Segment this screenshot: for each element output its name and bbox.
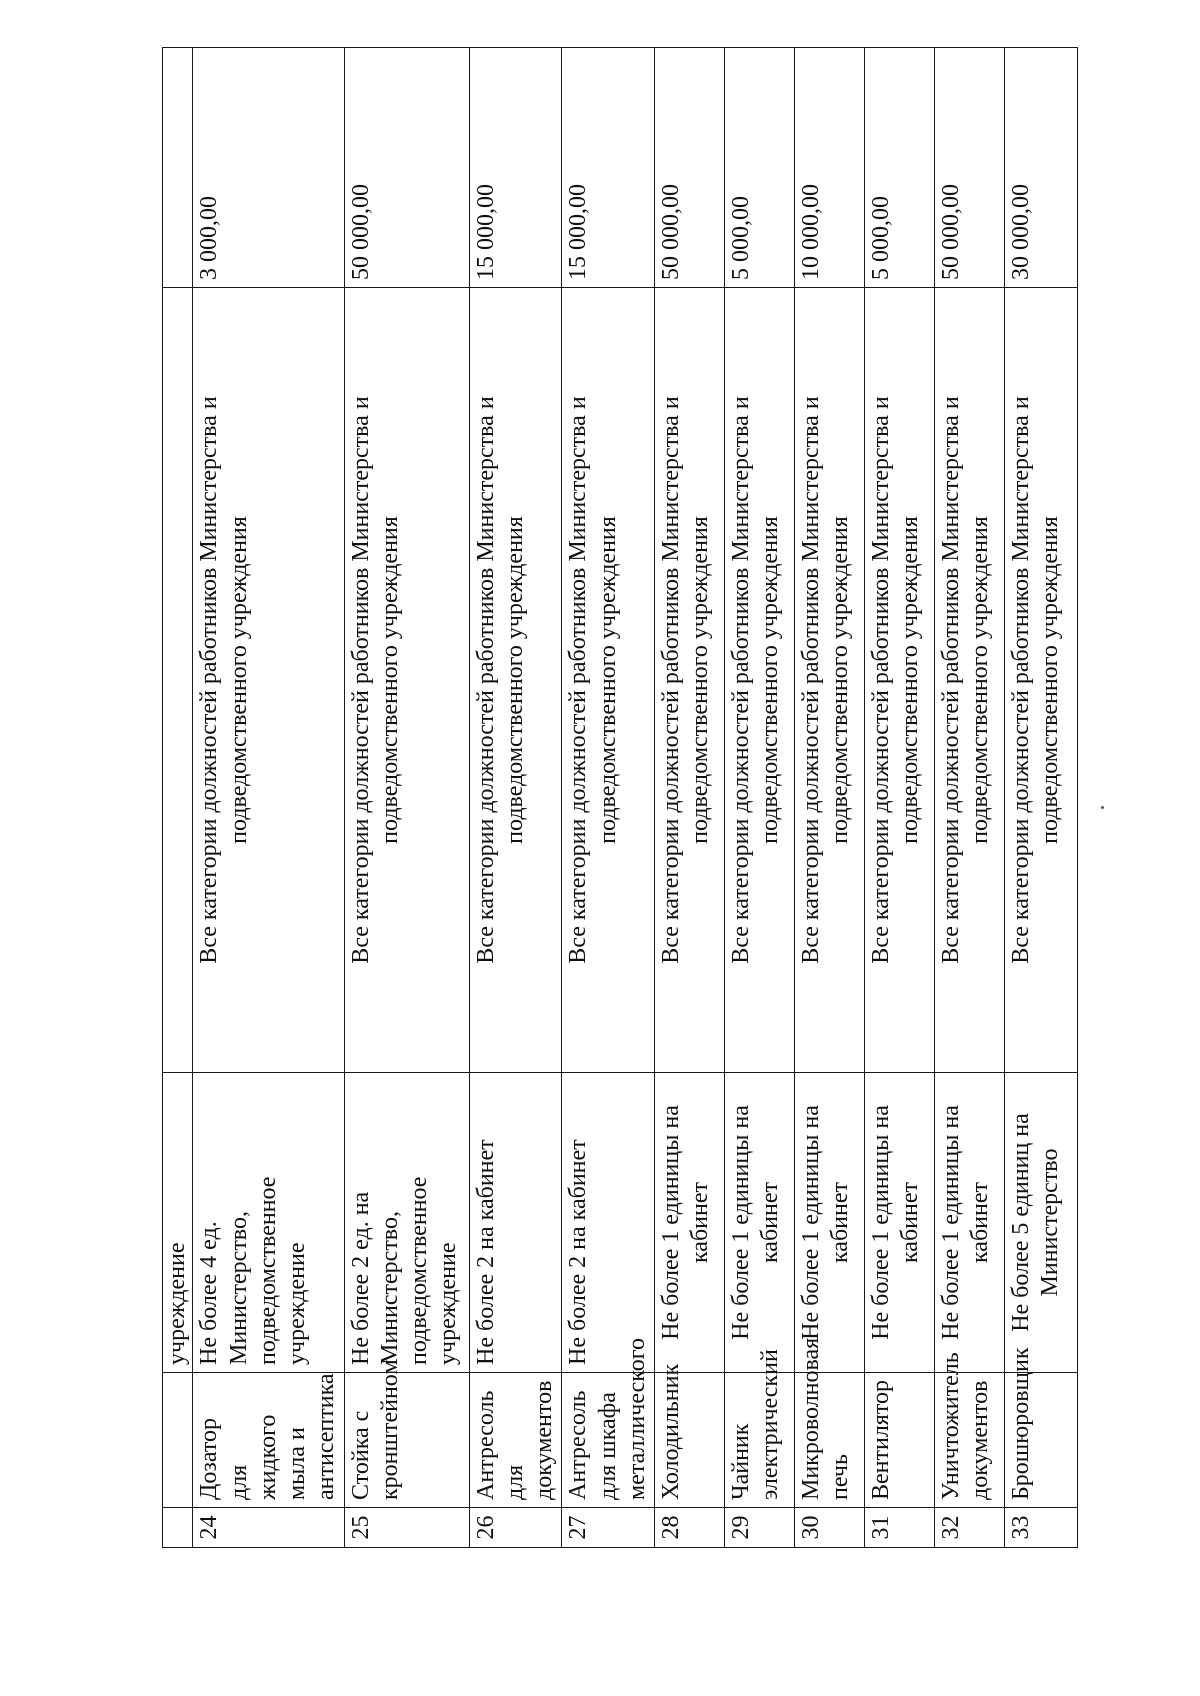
item-name-cell: Вентилятор (865, 1373, 935, 1508)
item-name-cell (163, 1373, 193, 1508)
price-cell: 15 000,00 (469, 48, 562, 288)
item-name-cell: Чайник электрический (725, 1373, 795, 1508)
norms-table (162, 47, 1078, 1548)
quantity-cell: Не более 1 единицы на кабинет (795, 1073, 865, 1373)
price-cell: 3 000,00 (193, 48, 344, 288)
price-cell: 15 000,00 (562, 48, 655, 288)
table-row (193, 48, 344, 1548)
position-category-cell: Все категории должностей работников Министерства и подведомственного учреждения (935, 288, 1005, 1073)
row-number-cell: 25 (344, 1508, 469, 1548)
rotated-table-container (162, 48, 1064, 1548)
price-cell: 50 000,00 (344, 48, 469, 288)
scan-speck (1101, 806, 1104, 809)
item-name-cell: Дозатор для жидкого мыла и антисептика (193, 1373, 344, 1508)
price-cell: 5 000,00 (725, 48, 795, 288)
table-row (725, 48, 795, 1548)
table-row (562, 48, 655, 1548)
row-number-cell: 29 (725, 1508, 795, 1548)
quantity-cell: Не более 4 ед. Министерство, подведомственное учреждение (193, 1073, 344, 1373)
item-name-cell: Микроволновая печь (795, 1373, 865, 1508)
table-row (344, 48, 469, 1548)
table-row (655, 48, 725, 1548)
table-row (865, 48, 935, 1548)
row-number-cell: 26 (469, 1508, 562, 1548)
table-row (935, 48, 1005, 1548)
item-name-cell: Брошюровщик (1005, 1373, 1078, 1508)
price-cell: 5 000,00 (865, 48, 935, 288)
position-category-cell: Все категории должностей работников Министерства и подведомственного учреждения (344, 288, 469, 1073)
price-cell (163, 48, 193, 288)
quantity-cell: учреждение (163, 1073, 193, 1373)
row-number-cell: 31 (865, 1508, 935, 1548)
item-name-cell: Холодильник (655, 1373, 725, 1508)
table-row (1005, 48, 1078, 1548)
position-category-cell: Все категории должностей работников Министерства и подведомственного учреждения (865, 288, 935, 1073)
price-cell: 30 000,00 (1005, 48, 1078, 288)
position-category-cell: Все категории должностей работников Министерства и подведомственного учреждения (655, 288, 725, 1073)
price-cell: 10 000,00 (795, 48, 865, 288)
row-number-cell (163, 1508, 193, 1548)
row-number-cell: 30 (795, 1508, 865, 1548)
quantity-cell: Не более 2 ед. на Министерство, подведомственное учреждение (344, 1073, 469, 1373)
quantity-cell: Не более 5 единиц на Министерство (1005, 1073, 1078, 1373)
position-category-cell: Все категории должностей работников Министерства и подведомственного учреждения (193, 288, 344, 1073)
quantity-cell: Не более 1 единицы на кабинет (725, 1073, 795, 1373)
position-category-cell: Все категории должностей работников Министерства и подведомственного учреждения (795, 288, 865, 1073)
position-category-cell: Все категории должностей работников Министерства и подведомственного учреждения (562, 288, 655, 1073)
row-number-cell: 28 (655, 1508, 725, 1548)
item-name-cell: Уничтожитель документов (935, 1373, 1005, 1508)
position-category-cell: Все категории должностей работников Министерства и подведомственного учреждения (1005, 288, 1078, 1073)
price-cell: 50 000,00 (935, 48, 1005, 288)
quantity-cell: Не более 1 единицы на кабинет (935, 1073, 1005, 1373)
row-number-cell: 24 (193, 1508, 344, 1548)
position-category-cell: Все категории должностей работников Министерства и подведомственного учреждения (725, 288, 795, 1073)
table-row (795, 48, 865, 1548)
item-name-cell: Стойка с кронштейном (344, 1373, 469, 1508)
table-row (469, 48, 562, 1548)
table-row-continued (163, 48, 193, 1548)
price-cell: 50 000,00 (655, 48, 725, 288)
quantity-cell: Не более 2 на кабинет (469, 1073, 562, 1373)
item-name-cell: Антресоль для шкафа металлического (562, 1373, 655, 1508)
quantity-cell: Не более 1 единицы на кабинет (655, 1073, 725, 1373)
position-category-cell: Все категории должностей работников Министерства и подведомственного учреждения (469, 288, 562, 1073)
item-name-cell: Антресоль для документов (469, 1373, 562, 1508)
quantity-cell: Не более 2 на кабинет (562, 1073, 655, 1373)
position-category-cell (163, 288, 193, 1073)
row-number-cell: 33 (1005, 1508, 1078, 1548)
row-number-cell: 32 (935, 1508, 1005, 1548)
row-number-cell: 27 (562, 1508, 655, 1548)
quantity-cell: Не более 1 единицы на кабинет (865, 1073, 935, 1373)
